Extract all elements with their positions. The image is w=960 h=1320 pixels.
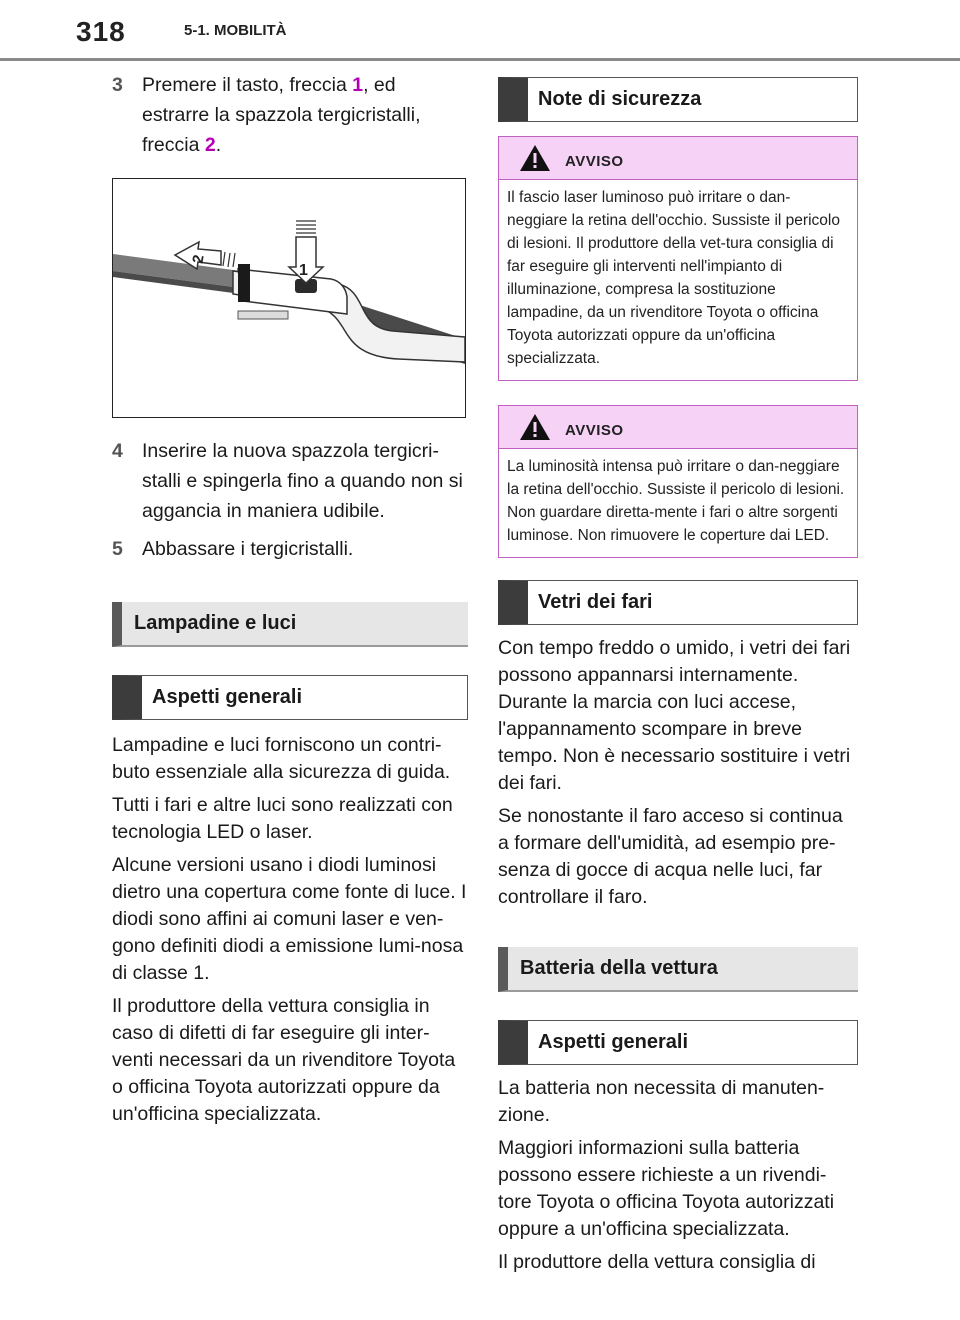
step-text: Inserire la nuova spazzola tergicri-stalli e spingerla fino a quando non si aggancia in maniera udibile.: [142, 440, 463, 522]
paragraph: Il produttore della vettura consiglia di: [498, 1251, 816, 1273]
warning-header: [499, 406, 857, 449]
figure-label-1: 1: [299, 262, 308, 279]
warning-box: [498, 136, 858, 381]
step-text: Abbassare i tergicristalli.: [142, 538, 354, 560]
section-title: 5-1. MOBILITÀ: [184, 22, 287, 39]
warning-label: AVVISO: [565, 153, 624, 170]
paragraph: Maggiori informazioni sulla batteria possono essere richieste a un rivendi-tore Toyota o officina Toyota autorizzati oppure a un'officina specializzata.: [498, 1137, 835, 1240]
warning-box: [498, 405, 858, 558]
section-heading: Vetri dei fari: [498, 580, 858, 625]
step-text: .: [215, 134, 222, 156]
subsection-heading: Aspetti generali: [112, 675, 468, 720]
warning-text: La luminosità intensa può irritare o dan-neggiare la retina dell'occhio. Sussiste il pericolo di lesioni. Non guardare diretta-mente i fari o altre sorgenti luminose. Non rimuovere le coperture dai LED.: [507, 458, 845, 544]
step-5: [112, 534, 468, 564]
step-number: 4: [112, 440, 123, 462]
figure-label-2: 2: [189, 253, 208, 265]
paragraph: Con tempo freddo o umido, i vetri dei fari possono appannarsi internamente. Durante la marcia con luci accese, l'appannamento scompare in breve tempo. Non è necessario sostituire i vetri dei fari.: [498, 637, 851, 794]
warning-text: Il fascio laser luminoso può irritare o dan-neggiare la retina dell'occhio. Sussiste il pericolo di lesioni. Il produttore della vet-tura consiglia di far eseguire gli interventi nell'impianto di illuminazione, compresa la sostituzione lampadine, da un rivenditore Toyota o officina Toyota autorizzati oppure da un'officina specializzata.: [507, 189, 840, 367]
paragraph: La batteria non necessita di manuten-zione.: [498, 1077, 825, 1126]
step-number: 5: [112, 538, 123, 560]
step-4: [112, 436, 468, 526]
page-number: 318: [76, 16, 126, 47]
wiper-blade-drawing: [113, 179, 465, 417]
warning-triangle-icon: [519, 144, 551, 172]
right-column: [498, 77, 858, 1282]
step-text: , ed estrarre la spazzola tergicristalli, freccia: [142, 74, 421, 156]
step-3: [112, 70, 468, 160]
subsection-heading: Aspetti generali: [498, 1020, 858, 1065]
warning-header: [499, 137, 857, 180]
paragraph: Il produttore della vettura consiglia in caso di difetti di far eseguire gli inter-venti necessari da un rivenditore Toyota o officina Toyota autorizzati oppure da un'officina specializzata.: [112, 995, 456, 1125]
paragraph: Tutti i fari e altre luci sono realizzati con tecnologia LED o laser.: [112, 794, 453, 843]
paragraph: Alcune versioni usano i diodi luminosi dietro una copertura come fonte di luce. I diodi sono affini ai comuni laser e ven-gono definiti diodi a emissione lumi-nosa di classe 1.: [112, 854, 467, 984]
header-rule: [0, 58, 960, 61]
paragraph: Lampadine e luci forniscono un contri-buto essenziale alla sicurezza di guida.: [112, 734, 451, 783]
step-number: 3: [112, 74, 123, 96]
left-column: [112, 70, 468, 1134]
arrow-ref-2: 2: [204, 134, 216, 156]
arrow-ref-1: 1: [352, 74, 364, 96]
paragraph: Se nonostante il faro acceso si continua a formare dell'umidità, ad esempio pre-senza di gocce di acqua nelle luci, far controllare il faro.: [498, 805, 843, 908]
step-text: Premere il tasto, freccia: [142, 74, 353, 96]
warning-label: AVVISO: [565, 422, 624, 439]
section-heading: Lampadine e luci: [112, 602, 468, 647]
page-header: [0, 0, 960, 60]
warning-triangle-icon: [519, 413, 551, 441]
section-heading: Batteria della vettura: [498, 947, 858, 992]
section-heading: Note di sicurezza: [498, 77, 858, 122]
wiper-illustration: [112, 178, 466, 418]
